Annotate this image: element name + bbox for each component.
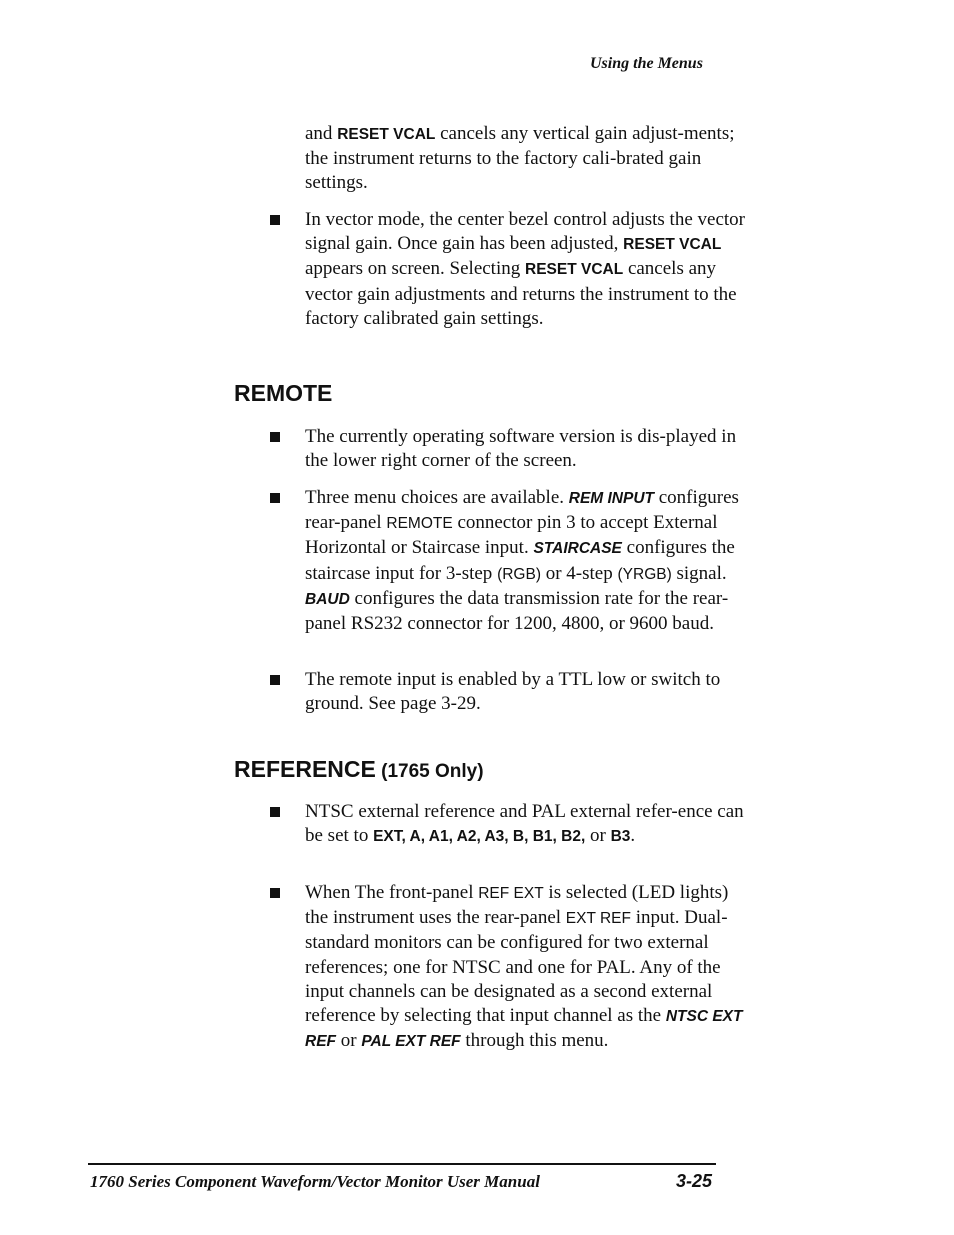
- footer-rule: [88, 1163, 716, 1165]
- menu-term: B3: [610, 828, 631, 846]
- text: configures the data transmission rate for the rear-panel RS232 connector for 1200, 4800, or 9600 baud.: [305, 587, 729, 635]
- menu-term: EXT, A, A1, A2, A3, B, B1, B2,: [373, 828, 586, 846]
- text: or: [585, 825, 611, 847]
- bullet-paragraph-vector-mode: [305, 208, 745, 331]
- text: signal.: [671, 562, 727, 584]
- menu-term: RESET VCAL: [623, 236, 722, 254]
- menu-term: REF EXT: [478, 885, 544, 902]
- menu-term: EXT REF: [565, 910, 631, 928]
- bullet-marker: [270, 675, 280, 685]
- text: configures rear-panel: [305, 487, 739, 534]
- text: cancels any vector gain adjustments and returns the instrument to the factory calibrated gain settings.: [305, 258, 737, 329]
- text: and: [305, 123, 338, 144]
- menu-term: STAIRCASE: [533, 540, 622, 558]
- text: input. Dual-standard monitors can be configured for two external references; one for NTSC and one for PAL. Any of the input channels can be designated as a second external reference by selecting that input channel as the: [305, 907, 728, 1027]
- bullet-marker: [270, 807, 280, 817]
- continuation-paragraph: [305, 122, 745, 196]
- text: or: [336, 1030, 362, 1052]
- text: Three menu choices are available.: [305, 487, 569, 508]
- heading-subtext: (1765 Only): [375, 761, 484, 782]
- menu-term: NTSC EXT REF: [305, 1008, 743, 1051]
- menu-term: REMOTE: [386, 515, 453, 533]
- menu-term: RESET VCAL: [525, 261, 624, 279]
- bullet-marker: [270, 432, 280, 442]
- bullet-paragraph-software-version: The currently operating software version is dis-played in the lower right corner of the screen.: [305, 426, 737, 472]
- bullet-paragraph-remote-input: The remote input is enabled by a TTL low or switch to ground. See page 3-29.: [305, 669, 721, 715]
- menu-term: REM INPUT: [568, 490, 654, 507]
- text: configures the staircase input for 3-step: [305, 537, 735, 584]
- page-number: 3-25: [676, 1171, 713, 1191]
- heading-text: REFERENCE: [234, 756, 376, 782]
- bullet-paragraph-ref-ext: [305, 881, 745, 1054]
- bullet-marker: [270, 493, 280, 503]
- text: is selected (LED lights) the instrument uses the rear-panel: [305, 882, 729, 929]
- bullet-marker: [270, 888, 280, 898]
- text: or 4-step: [540, 562, 618, 584]
- menu-term: (YRGB): [617, 565, 672, 583]
- menu-term: (RGB): [497, 565, 541, 583]
- menu-term: BAUD: [305, 590, 350, 608]
- bullet-paragraph-external-reference: [305, 800, 745, 849]
- text: connector pin 3 to accept External Horizontal or Staircase input.: [305, 512, 718, 559]
- text: When The front-panel: [305, 882, 479, 903]
- menu-term: RESET VCAL: [337, 126, 436, 143]
- section-heading-remote: REMOTE: [234, 380, 333, 406]
- text: NTSC external reference and PAL external refer-ence can be set to: [305, 801, 744, 847]
- section-heading-reference: [234, 756, 484, 783]
- bullet-marker: [270, 215, 280, 225]
- text: In vector mode, the center bezel control adjusts the vector signal gain. Once gain has been adjusted,: [305, 209, 745, 255]
- bullet-paragraph-menu-choices: [305, 486, 745, 636]
- running-head: Using the Menus: [590, 55, 703, 72]
- menu-term: PAL EXT REF: [361, 1033, 461, 1051]
- text: cancels any vertical gain adjust-ments; the instrument returns to the factory cali-brated gain settings.: [305, 123, 735, 194]
- text: appears on screen. Selecting: [305, 258, 525, 280]
- text: through this menu.: [460, 1030, 609, 1052]
- footer-manual-title: 1760 Series Component Waveform/Vector Monitor User Manual: [90, 1172, 540, 1191]
- text: .: [630, 825, 636, 847]
